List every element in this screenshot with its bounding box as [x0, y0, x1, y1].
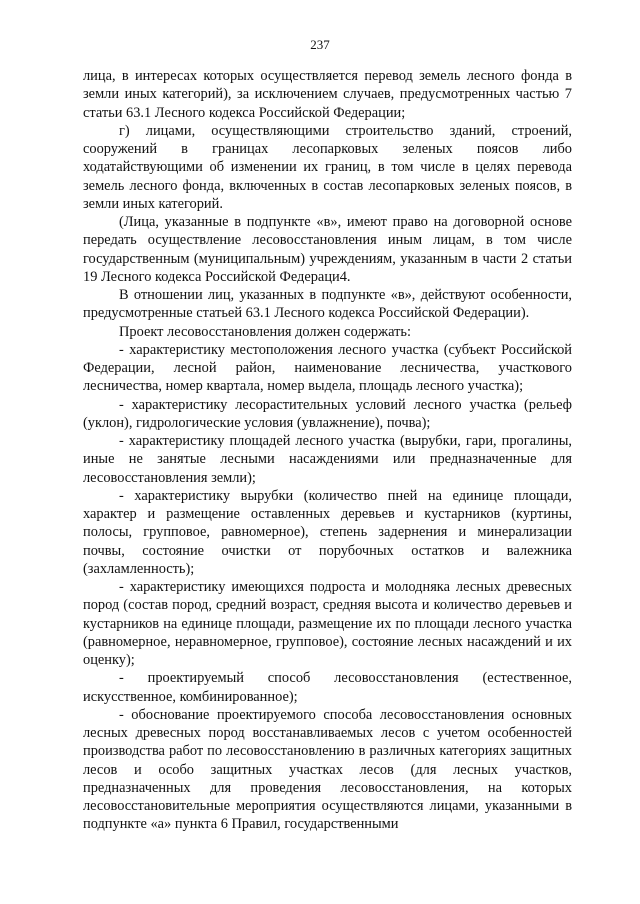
- list-item-clearing: - характеристику вырубки (количество пней на единице площади, характер и размещение оставленных деревьев и кустарников (куртины, полосы, групповое, равномерное), степень задернения и минерализации почвы, состояние очистки от порубочных остатков и валежника (захламленность);: [83, 487, 572, 577]
- list-item-growing-conditions: - характеристику лесорастительных условий лесного участка (рельеф (уклон), гидрологические условия (увлажнение), почва);: [83, 396, 572, 431]
- page-number: 237: [310, 37, 330, 52]
- paragraph-continuation: лица, в интересах которых осуществляется перевод земель лесного фонда в земли иных категорий), за исключением случаев, предусмотренных частью 7 статьи 63.1 Лесного кодекса Российской Федерации;: [83, 68, 572, 121]
- paragraph-note-features: В отношении лиц, указанных в подпункте «в», действуют особенности, предусмотренные статьей 63.1 Лесного кодекса Российской Федерации).: [83, 287, 572, 322]
- list-item-areas: - характеристику площадей лесного участка (вырубки, гари, прогалины, иные не занятые лесными насаждениями или предназначенные для лесовосстановления земли);: [83, 433, 572, 486]
- list-item-justification: - обоснование проектируемого способа лесовосстановления основных лесных древесных пород восстанавливаемых лесов с учетом особенностей производства работ по лесовосстановлению в различных категориях защитных лесов и особо защитных участках лесов (для лесных участков, предназначенных для проведения лесовосстановления, на которых лесовосстановительные мероприятия осуществляются лицами, указанными в подпункте «а» пункта 6 Правил, государственными: [83, 706, 572, 833]
- paragraph-item-g: г) лицами, осуществляющими строительство зданий, строений, сооружений в границах лесопарковых зеленых поясов либо ходатайствующими об изменении их границ, в том числе в целях перевода земель лесного фонда, включенных в состав лесопарковых зеленых поясов, в земли иных категорий.: [83, 122, 572, 212]
- list-item-undergrowth: - характеристику имеющихся подроста и молодняка лесных древесных пород (состав пород, средний возраст, средняя высота и количество деревьев и кустарников на единице площади, размещение их по площади лесного участка (равномерное, неравномерное, групповое), состояние лесных насаждений и их оценку);: [83, 579, 572, 668]
- paragraph-note-persons-v: (Лица, указанные в подпункте «в», имеют право на договорной основе передать осуществление лесовосстановления иным лицам, в том числе государственным (муниципальным) учреждениям, указанным в части 2 статьи 19 Лесного кодекса Российской Федераци4.: [83, 214, 572, 285]
- body-text: [83, 67, 572, 834]
- paragraph-project-contents-heading: Проект лесовосстановления должен содержать:: [119, 323, 411, 340]
- list-item-location: - характеристику местоположения лесного участка (субъект Российской Федерации, лесной район, наименование лесничества, участкового лесничества, номер квартала, номер выдела, площадь лесного участка);: [83, 341, 572, 395]
- list-item-method: - проектируемый способ лесовосстановления (естественное, искусственное, комбинированное);: [83, 670, 572, 705]
